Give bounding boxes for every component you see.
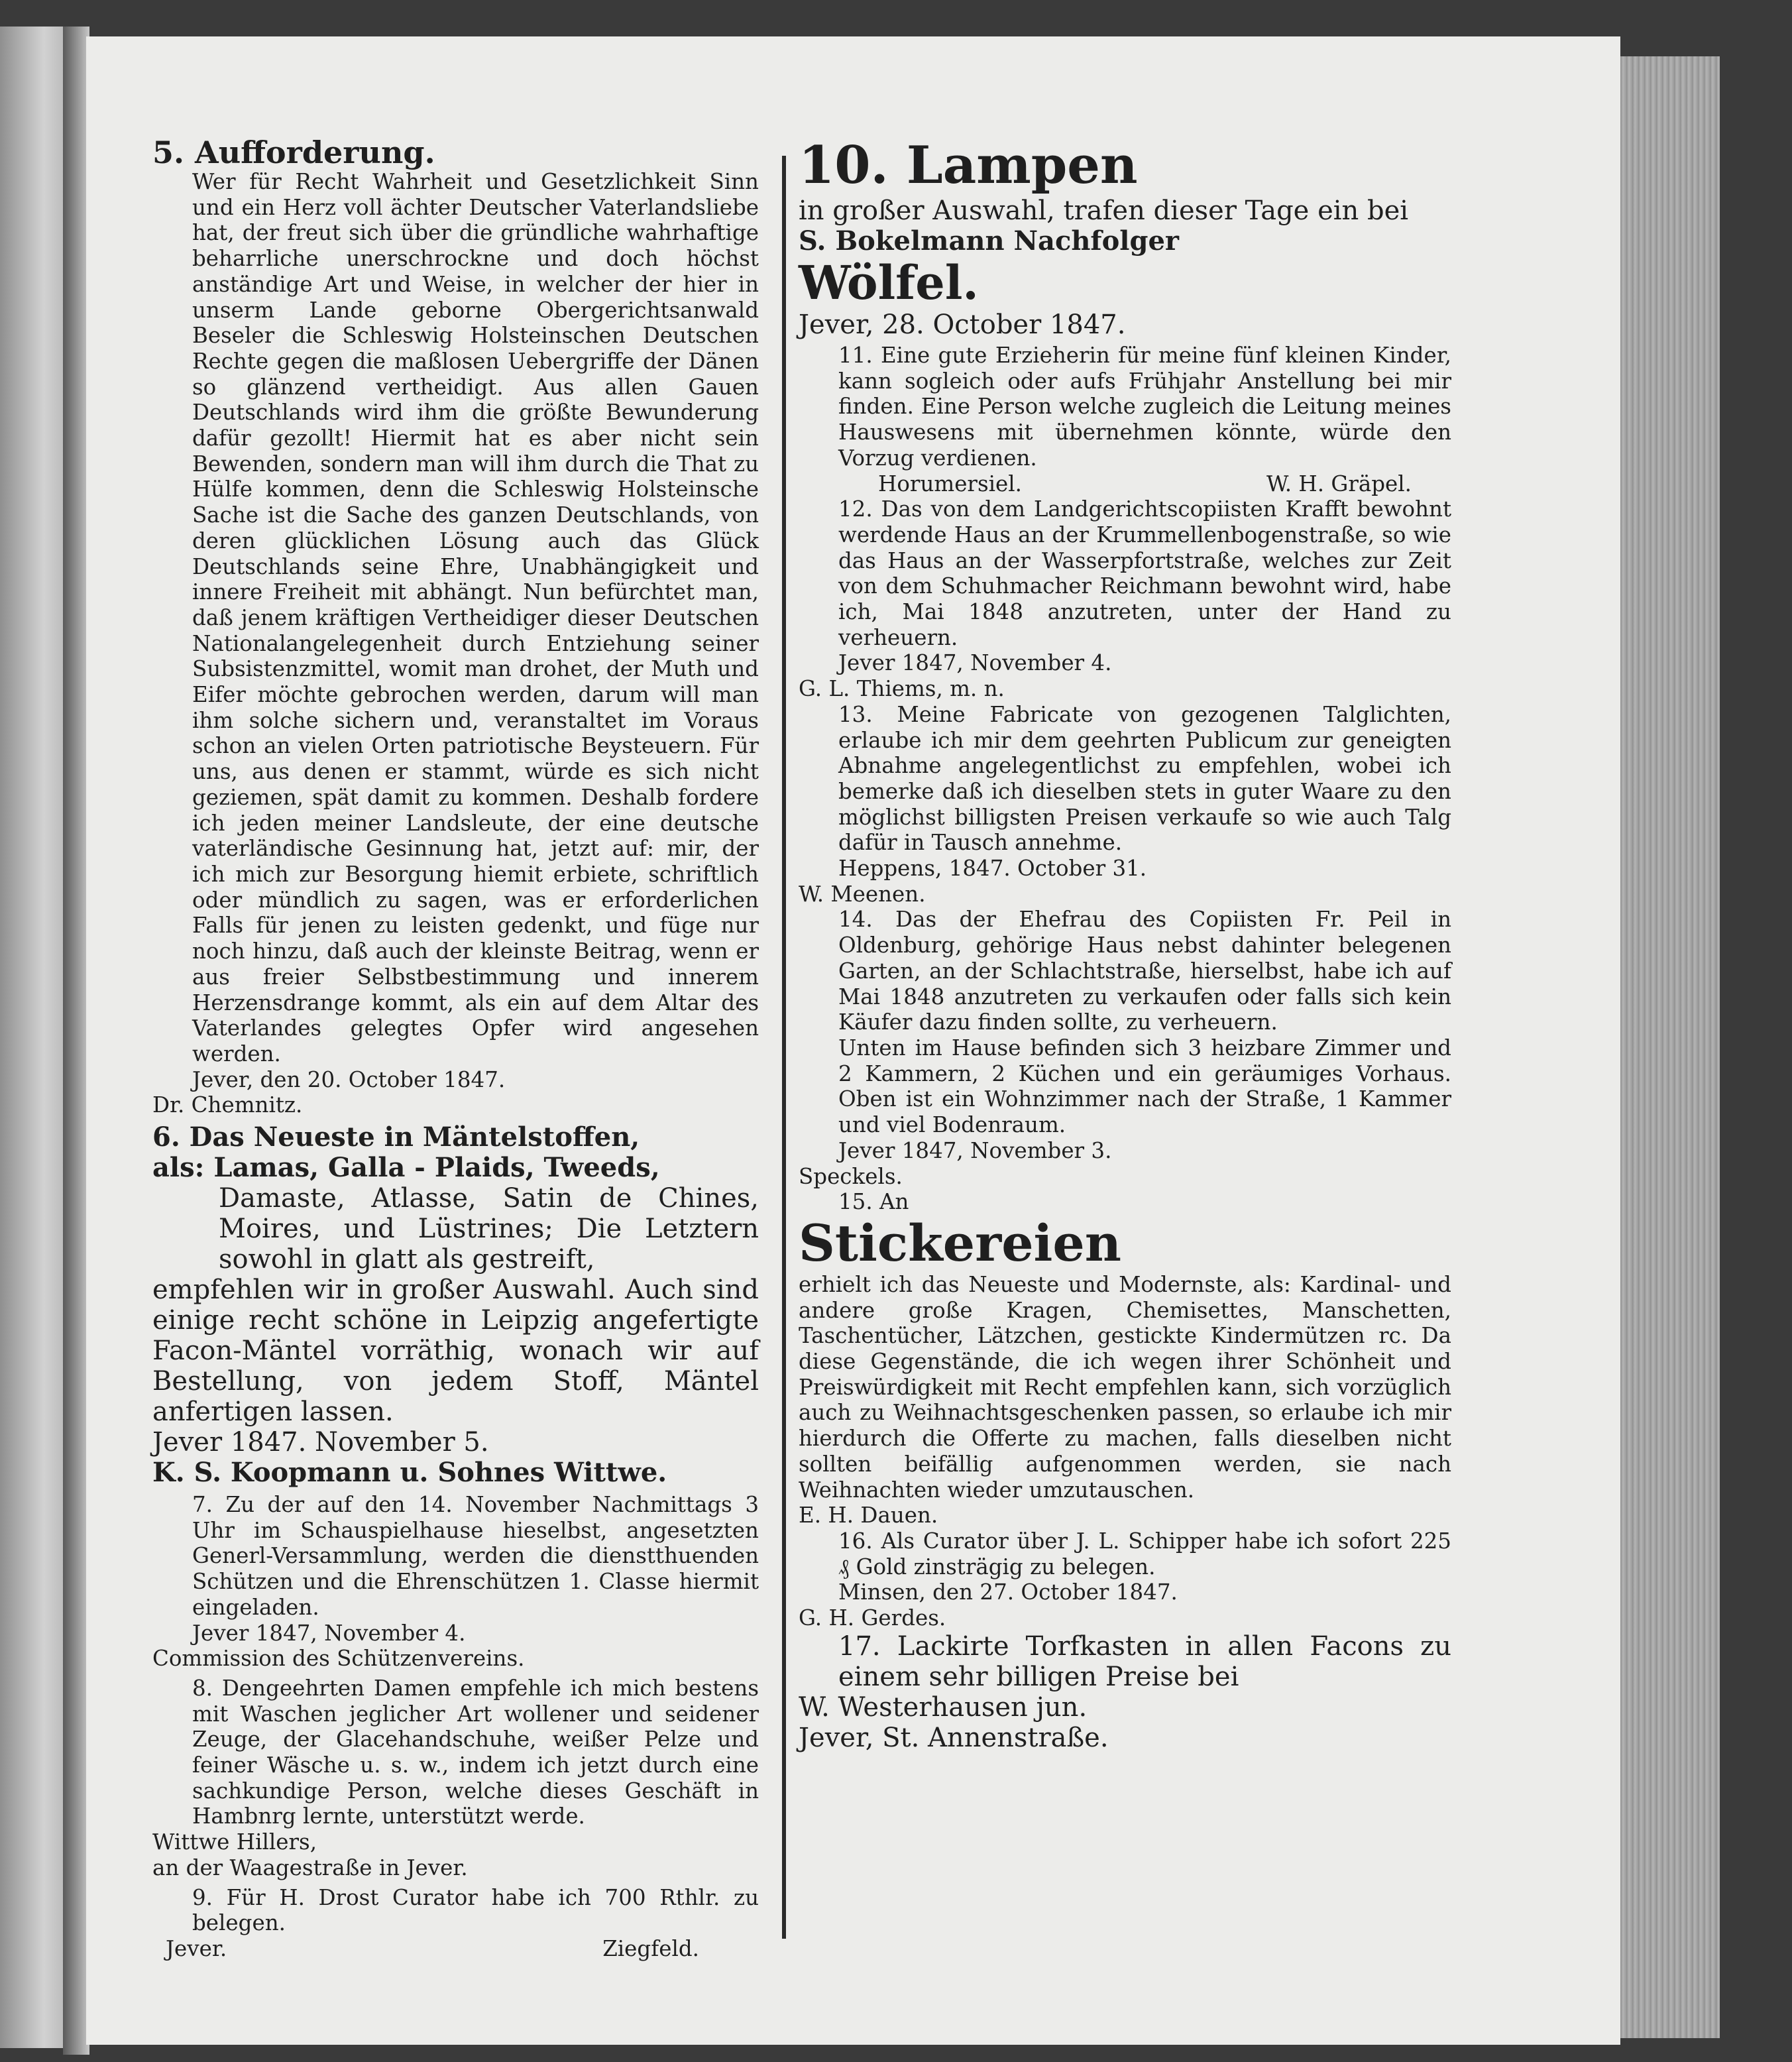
ad5-body: Wer für Recht Wahrheit und Gesetzlichkeit Sinn und ein Herz voll ächter Deutscher Vaterlandsliebe hat, der freut sich über die gründliche wahrhaftige beharrliche unerschrockne und doch höchst anständige Art und Weise, in welcher der hier in unserm Lande geborne Obergerichtsanwald Beseler die Schleswig Holsteinschen Deutschen Rechte gegen die maßlosen Uebergriffe der Dänen so glänzend vertheidigt. Aus allen Gauen Deutschlands wird ihm die größte Bewunderung dafür gezollt! Hiermit hat es aber nicht sein Bewenden, sondern man will ihm durch die That zu Hülfe kommen, denn die Schleswig Holsteinsche Sache ist die Sache des ganzen Deutschlands, von deren glücklichen Lösung auch das Glück Deutschlands seine Ehre, Unabhängigkeit und innere Freiheit mit abhängt. Nun befürchtet man, daß jenem kräftigen Vertheidiger dieser Deutschen Nationalangelegenheit durch Entziehung seiner Subsistenzmittel, womit man drohet, der Muth und Eifer möchte gebrochen werden, darum will man ihm solche sichern und, veranstaltet im Voraus schon an vielen Orten patriotische Beysteuern. Für uns, aus denen er stammt, würde es sich nicht geziemen, spät damit zu kommen. Deshalb fordere ich jeden meiner Landsleute, der eine deutsche vaterländische Gesinnung hat, jetzt auf: mir, der ich mich zur Besorgung hiemit erbiete, schriftlich oder mündlich zu sagen, was er erforderlichen Falls für jenen zu leisten gedenkt, und füge nur noch hinzu, daß auch der kleinste Beitrag, wenn er aus freier Selbstbestimmung und innerem Herzensdrange kommt, als ein auf dem Altar des Vaterlandes gelegtes Opfer wird angesehen werden. (192, 169, 759, 1066)
ad11-place: Horumersiel. (878, 471, 1022, 496)
ad10-date: Jever, 28. October 1847. (799, 310, 1126, 340)
ad7-body: 7. Zu der auf den 14. November Nachmittags 3 Uhr im Schauspielhause hieselbst, angesetzten Generl-Versammlung, werden die dienstthuenden Schützen und die Ehrenschützen 1. Classe hiermit eingeladen. (192, 1492, 759, 1620)
ad8-body: 8. Dengeehrten Damen empfehle ich mich bestens mit Waschen jeglicher Art wollener und seidener Zeuge, der Glacehandschuhe, weißer Pelze und feiner Wäsche u. s. w., indem ich jetzt durch eine sachkundige Person, welche dieses Geschäft in Hambnrg lernte, unterstützt werde. (192, 1675, 759, 1829)
ad12-signature: G. L. Thiems, m. n. (799, 676, 1005, 702)
ad11-signature: W. H. Gräpel. (1266, 471, 1412, 496)
book-gutter (63, 27, 89, 2055)
ad7-date: Jever 1847, November 4. (192, 1620, 466, 1646)
ad16-date: Minsen, den 27. October 1847. (838, 1579, 1178, 1605)
ad10-line: in großer Auswahl, trafen dieser Tage ein bei (799, 196, 1409, 226)
right-column (799, 136, 1451, 1753)
ad14-date: Jever 1847, November 3. (838, 1137, 1112, 1163)
ad17-body: 17. Lackirte Torfkasten in allen Facons zu einem sehr billigen Preise bei (838, 1631, 1451, 1692)
ad13-date: Heppens, 1847. October 31. (838, 856, 1147, 882)
ad14-signature: Speckels. (799, 1163, 903, 1189)
ad15-signature: E. H. Dauen. (799, 1503, 938, 1528)
ad12-body: 12. Das von dem Landgerichtscopiisten Krafft bewohnt werdende Haus an der Krummellenbogenstraße, so wie das Haus an der Wasserpfortstraße, welches zur Zeit von dem Schuhmacher Reichmann bewohnt wird, habe ich, Mai 1848 anzutreten, unter der Hand zu verheuern. (838, 496, 1451, 650)
ad15-title: Stickereien (799, 1213, 1122, 1273)
column-rule (782, 156, 786, 1939)
ad9-body: 9. Für H. Drost Curator habe ich 700 Rthlr. zu belegen. (192, 1884, 759, 1936)
ad16-body: 16. Als Curator über J. L. Schipper habe ich sofort 225 ₰ Gold zinsträgig zu belegen. (838, 1528, 1451, 1579)
ad6-body: empfehlen wir in großer Auswahl. Auch sind einige recht schöne in Leipzig angefertigte Facon-Mäntel vorräthig, wonach wir auf Bestellung, von jedem Stoff, Mäntel anfertigen lassen. (152, 1275, 759, 1428)
ad5-date: Jever, den 20. October 1847. (192, 1066, 506, 1092)
ad8-signature: Wittwe Hillers, (152, 1829, 317, 1855)
ad9-place: Jever. (166, 1935, 227, 1961)
ad17-signature: W. Westerhausen jun. (799, 1691, 1088, 1723)
ad9-signature: Ziegfeld. (602, 1935, 699, 1961)
page-stack-edge (1620, 56, 1720, 2038)
ad7-signature: Commission des Schützenvereins. (152, 1646, 525, 1672)
ad15-heading: 15. An (838, 1189, 909, 1215)
ad14-body: 14. Das der Ehefrau des Copiisten Fr. Peil in Oldenburg, gehörige Haus nebst dahinter belegenen Garten, an der Schlachtstraße, hierselbst, habe ich auf Mai 1848 anzutreten zu verkaufen oder falls sich kein Käufer dazu finden sollte, zu verheuern. (838, 907, 1451, 1035)
ad13-signature: W. Meenen. (799, 881, 926, 907)
ad6-line2: als: Lamas, Galla - Plaids, Tweeds, (152, 1152, 660, 1184)
ad17-address: Jever, St. Annenstraße. (799, 1722, 1109, 1753)
ad11-body: 11. Eine gute Erzieherin für meine fünf kleinen Kinder, kann sogleich oder aufs Frühjahr Anstellung bei mir finden. Eine Person welche zugleich die Leitung meines Hauswesens mit übernehmen könnte, würde den Vorzug verdienen. (838, 343, 1451, 471)
ad10-firm: S. Bokelmann Nachfolger (799, 225, 1179, 257)
ad12-date: Jever 1847, November 4. (838, 650, 1112, 676)
left-page-edge (0, 27, 63, 2048)
ad6-line1: 6. Das Neueste in Mäntelstoffen, (152, 1121, 640, 1153)
ad10-name: Wölfel. (799, 255, 979, 310)
ad14-body-2: Unten im Hause befinden sich 3 heizbare Zimmer und 2 Kammern, 2 Küchen und ein geräumiges Vorhaus. Oben ist ein Wohnzimmer nach der Straße, 1 Kammer und viel Bodenraum. (838, 1035, 1451, 1138)
ad6-line3: Damaste, Atlasse, Satin de Chines, Moires, und Lüstrines; Die Letztern sowohl in glatt als gestreift, (219, 1183, 759, 1275)
ad8-address: an der Waagestraße in Jever. (152, 1855, 468, 1880)
ad10-heading: 10. Lampen (799, 135, 1138, 196)
ad15-body: erhielt ich das Neueste und Modernste, als: Kardinal- und andere große Kragen, Chemisettes, Manschetten, Taschentücher, Lätzchen, gestickte Kindermützen rc. Da diese Gegenstände, die ich wegen ihrer Schönheit und Preiswürdigkeit mit Recht empfehlen kann, sich vorzüglich auch zu Weihnachtsgeschenken passen, so erlaube ich mir hierdurch die Offerte zu machen, falls dieselben nicht sollten beifällig aufgenommen werden, sie nach Weihnachten wieder umzutauschen. (799, 1271, 1451, 1503)
ad6-signature: K. S. Koopmann u. Sohnes Wittwe. (152, 1457, 667, 1489)
ad6-date: Jever 1847. November 5. (152, 1427, 489, 1458)
ad5-heading: 5. Aufforderung. (152, 135, 435, 170)
left-column (152, 136, 759, 1962)
ad16-signature: G. H. Gerdes. (799, 1605, 946, 1631)
ad5-signature: Dr. Chemnitz. (152, 1092, 303, 1118)
ad13-body: 13. Meine Fabricate von gezogenen Talglichten, erlaube ich mir dem geehrten Publicum zur geneigten Abnahme angelegentlichst zu empfehlen, wobei ich bemerke daß ich dieselben stets in guter Waare zu den möglichst billigsten Preisen verkaufe so wie auch Talg dafür in Tausch annehme. (838, 701, 1451, 856)
